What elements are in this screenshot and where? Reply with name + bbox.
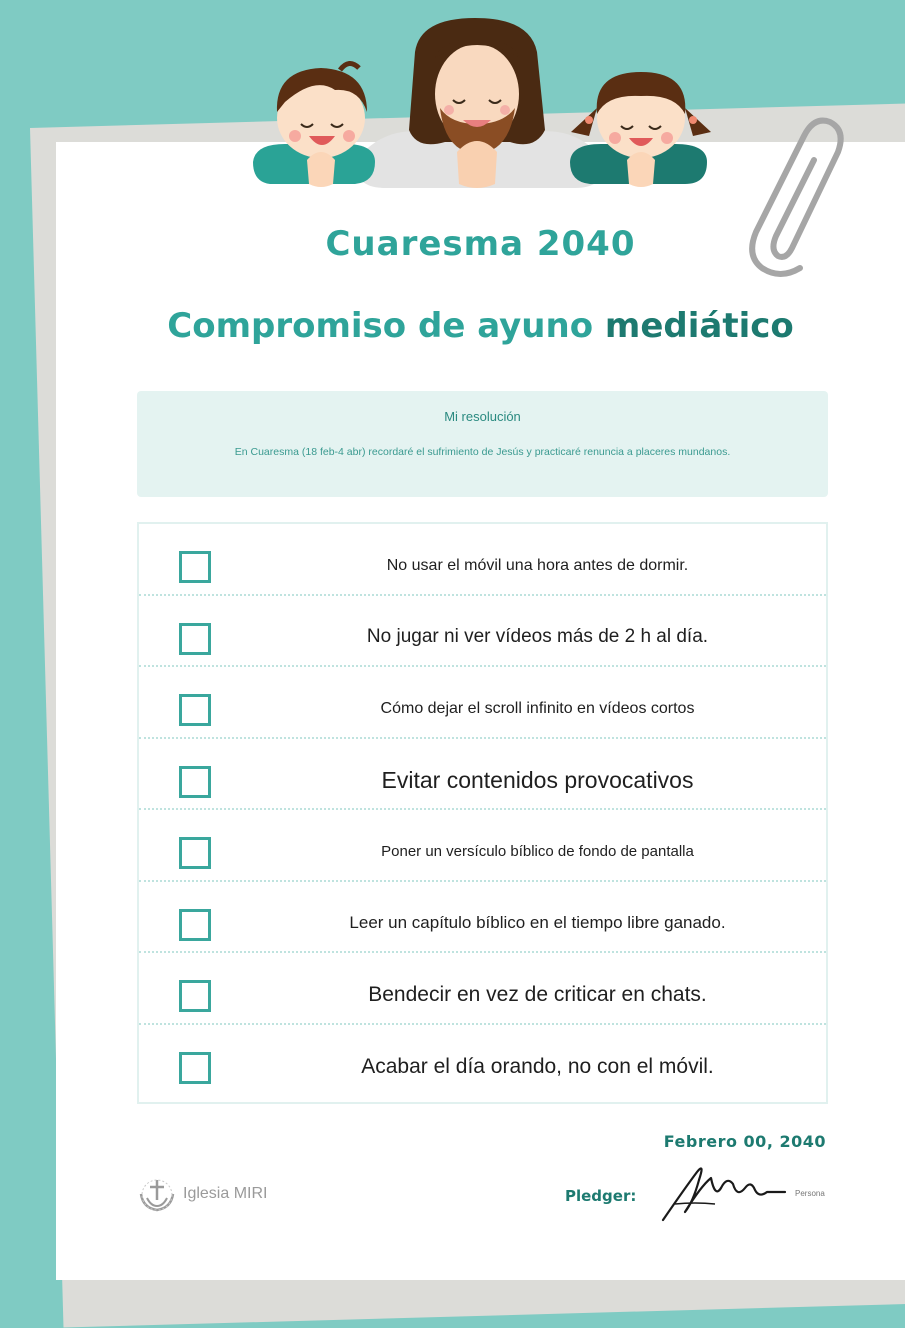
- checklist-item-label: Acabar el día orando, no con el móvil.: [361, 1055, 714, 1079]
- checklist-row: [139, 667, 826, 739]
- pledger-label: Pledger:: [565, 1187, 637, 1205]
- page-title: [56, 306, 905, 346]
- checklist-row: [139, 953, 826, 1025]
- checklist-item-label: Evitar contenidos provocativos: [381, 766, 694, 793]
- resolution-title: Mi resolución: [444, 409, 521, 424]
- resolution-panel: [137, 391, 828, 497]
- checkbox[interactable]: [179, 837, 211, 869]
- jesus-children-illustration: [245, 12, 715, 192]
- signature-caption: Persona: [795, 1189, 825, 1198]
- church-logo-icon: [137, 1176, 177, 1214]
- commitment-checklist: [137, 522, 828, 1104]
- title-part-2: mediático: [604, 306, 794, 346]
- checklist-row: [139, 739, 826, 811]
- checkbox[interactable]: [179, 551, 211, 583]
- checklist-row: [139, 596, 826, 668]
- checkbox[interactable]: [179, 980, 211, 1012]
- resolution-text: En Cuaresma (18 feb-4 abr) recordaré el sufrimiento de Jesús y practicaré renuncia a placeres mundanos.: [234, 446, 731, 458]
- checkbox[interactable]: [179, 623, 211, 655]
- signature: [655, 1158, 790, 1228]
- title-part-1: Compromiso de ayuno: [167, 306, 605, 346]
- checklist-row: [139, 1025, 826, 1097]
- checklist-item-label: No jugar ni ver vídeos más de 2 h al día.: [366, 626, 709, 648]
- checklist-item-label: Cómo dejar el scroll infinito en vídeos cortos: [380, 699, 695, 717]
- checkbox[interactable]: [179, 694, 211, 726]
- checklist-item-label: Leer un capítulo bíblico en el tiempo libre ganado.: [349, 913, 726, 933]
- checkbox[interactable]: [179, 1052, 211, 1084]
- checklist-item-label: Bendecir en vez de criticar en chats.: [368, 982, 707, 1006]
- checklist-row: [139, 524, 826, 596]
- checklist-row: [139, 810, 826, 882]
- checklist-item-label: Poner un versículo bíblico de fondo de pantalla: [381, 843, 694, 861]
- checklist-item-label: No usar el móvil una hora antes de dormir.: [386, 556, 689, 574]
- checkbox[interactable]: [179, 909, 211, 941]
- pledge-date: Febrero 00, 2040: [663, 1132, 826, 1151]
- page-title-year: Cuaresma 2040: [325, 224, 636, 264]
- checkbox[interactable]: [179, 766, 211, 798]
- checklist-row: [139, 882, 826, 954]
- org-name: Iglesia MIRI: [183, 1185, 268, 1202]
